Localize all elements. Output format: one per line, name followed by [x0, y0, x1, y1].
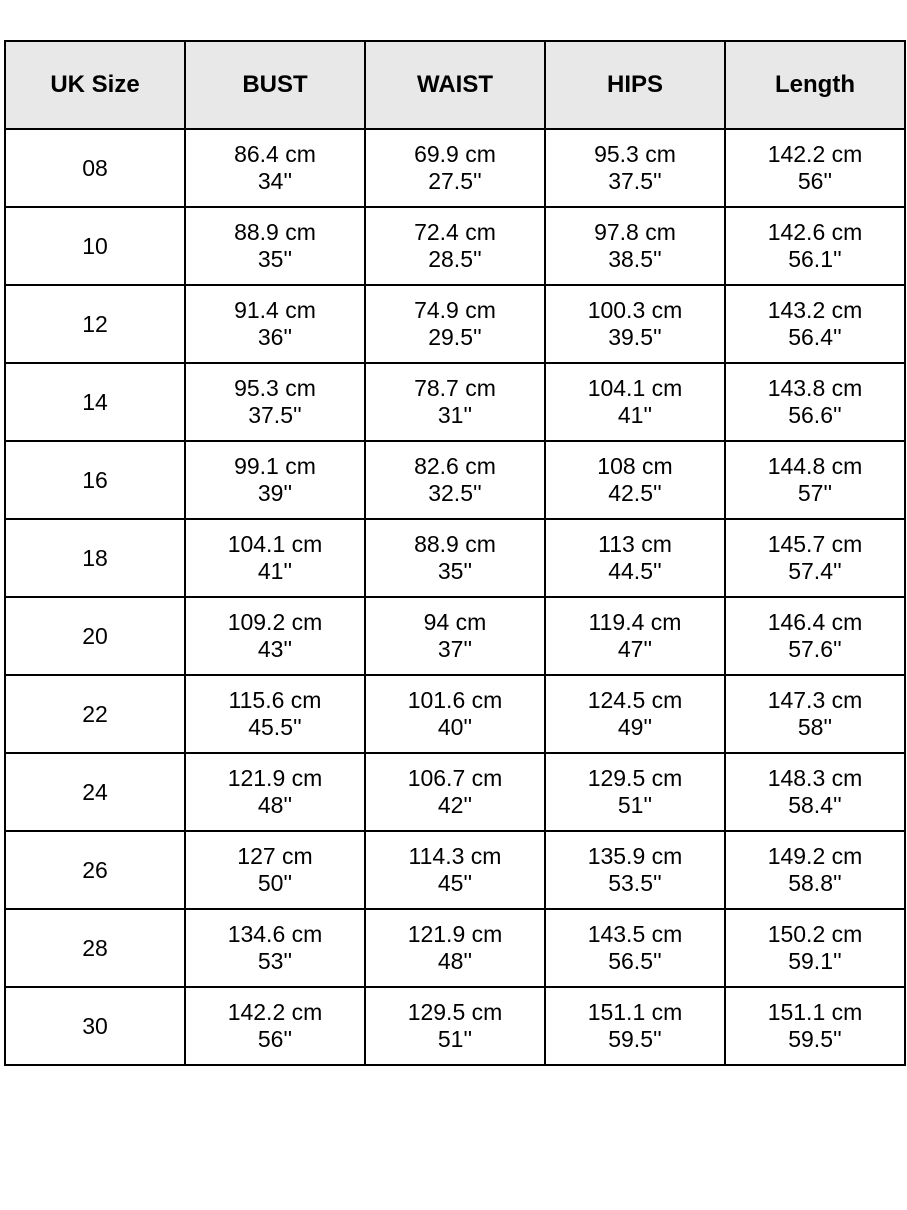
uk-size-cell: 14	[5, 363, 185, 441]
hips-cm-value: 129.5 cm	[587, 765, 683, 791]
hips-cell	[545, 207, 725, 285]
uk-size-cell: 10	[5, 207, 185, 285]
hips-inch-value: 49''	[617, 714, 653, 740]
hips-cm-value: 113 cm	[598, 531, 672, 557]
hips-cm-value: 95.3 cm	[594, 141, 676, 167]
bust-cm-value: 91.4 cm	[234, 297, 316, 323]
hips-cm-value: 119.4 cm	[588, 609, 682, 635]
length-cell	[725, 207, 905, 285]
bust-cm-value: 127 cm	[237, 843, 313, 869]
bust-cm-value: 115.6 cm	[228, 687, 322, 713]
bust-inch-value: 50''	[257, 870, 293, 896]
hips-cell	[545, 441, 725, 519]
length-inch-value: 56.1''	[788, 246, 842, 272]
bust-cm-value: 134.6 cm	[227, 921, 323, 947]
length-cell	[725, 129, 905, 207]
table-row	[5, 831, 905, 909]
hips-inch-value: 51''	[617, 792, 653, 818]
hips-inch-value: 39.5''	[608, 324, 662, 350]
waist-cm-value: 74.9 cm	[414, 297, 496, 323]
uk-size-cell: 16	[5, 441, 185, 519]
length-cm-value: 142.2 cm	[767, 141, 863, 167]
bust-cm-value: 109.2 cm	[227, 609, 323, 635]
hips-cm-value: 97.8 cm	[594, 219, 676, 245]
size-chart-table	[4, 40, 906, 1066]
hips-cell	[545, 597, 725, 675]
bust-inch-value: 36''	[257, 324, 293, 350]
header-uk-size: UK Size	[5, 41, 185, 129]
waist-cell	[365, 675, 545, 753]
hips-inch-value: 47''	[617, 636, 653, 662]
hips-cell	[545, 753, 725, 831]
uk-size-cell: 08	[5, 129, 185, 207]
bust-cm-value: 121.9 cm	[227, 765, 323, 791]
hips-inch-value: 56.5''	[608, 948, 662, 974]
length-cm-value: 149.2 cm	[767, 843, 863, 869]
table-header	[5, 41, 905, 129]
hips-cell	[545, 285, 725, 363]
length-cm-value: 144.8 cm	[767, 453, 863, 479]
hips-cm-value: 124.5 cm	[587, 687, 683, 713]
bust-inch-value: 43''	[257, 636, 293, 662]
length-cm-value: 150.2 cm	[767, 921, 863, 947]
bust-inch-value: 34''	[257, 168, 293, 194]
bust-inch-value: 45.5''	[248, 714, 302, 740]
waist-cm-value: 121.9 cm	[407, 921, 503, 947]
bust-cm-value: 95.3 cm	[234, 375, 316, 401]
waist-cell	[365, 597, 545, 675]
hips-cm-value: 108 cm	[597, 453, 673, 479]
table-row	[5, 675, 905, 753]
waist-cm-value: 72.4 cm	[414, 219, 496, 245]
header-waist: WAIST	[365, 41, 545, 129]
length-cell	[725, 675, 905, 753]
hips-cell	[545, 363, 725, 441]
bust-inch-value: 41''	[257, 558, 293, 584]
length-cm-value: 145.7 cm	[767, 531, 863, 557]
table-row	[5, 597, 905, 675]
table-row	[5, 285, 905, 363]
table-row	[5, 753, 905, 831]
waist-inch-value: 42''	[437, 792, 473, 818]
hips-cell	[545, 129, 725, 207]
length-cm-value: 143.2 cm	[767, 297, 863, 323]
uk-size-cell: 30	[5, 987, 185, 1065]
waist-inch-value: 29.5''	[428, 324, 482, 350]
table-row	[5, 363, 905, 441]
length-inch-value: 57.6''	[788, 636, 842, 662]
length-cell	[725, 597, 905, 675]
hips-cm-value: 151.1 cm	[587, 999, 683, 1025]
table-body	[5, 129, 905, 1065]
bust-cell	[185, 363, 365, 441]
length-cell	[725, 987, 905, 1065]
length-inch-value: 57.4''	[788, 558, 842, 584]
hips-inch-value: 38.5''	[608, 246, 662, 272]
uk-size-cell: 26	[5, 831, 185, 909]
uk-size-cell: 20	[5, 597, 185, 675]
bust-cell	[185, 909, 365, 987]
waist-cell	[365, 909, 545, 987]
uk-size-cell: 28	[5, 909, 185, 987]
table-row	[5, 909, 905, 987]
bust-cell	[185, 285, 365, 363]
hips-cm-value: 104.1 cm	[587, 375, 683, 401]
waist-cm-value: 88.9 cm	[414, 531, 496, 557]
length-inch-value: 59.1''	[788, 948, 842, 974]
bust-cm-value: 86.4 cm	[234, 141, 316, 167]
bust-inch-value: 48''	[257, 792, 293, 818]
length-cell	[725, 753, 905, 831]
length-inch-value: 56.6''	[788, 402, 842, 428]
waist-inch-value: 51''	[437, 1026, 473, 1052]
waist-cm-value: 69.9 cm	[414, 141, 496, 167]
waist-cm-value: 114.3 cm	[408, 843, 502, 869]
length-inch-value: 59.5''	[788, 1026, 842, 1052]
length-cm-value: 142.6 cm	[767, 219, 863, 245]
hips-cell	[545, 519, 725, 597]
length-inch-value: 56''	[797, 168, 833, 194]
waist-cell	[365, 441, 545, 519]
waist-cell	[365, 285, 545, 363]
bust-inch-value: 39''	[257, 480, 293, 506]
length-cm-value: 147.3 cm	[767, 687, 863, 713]
hips-inch-value: 44.5''	[608, 558, 662, 584]
length-cm-value: 148.3 cm	[767, 765, 863, 791]
waist-cm-value: 94 cm	[423, 609, 487, 635]
length-inch-value: 58''	[797, 714, 833, 740]
table-row	[5, 987, 905, 1065]
waist-cm-value: 129.5 cm	[407, 999, 503, 1025]
waist-inch-value: 31''	[437, 402, 473, 428]
length-cell	[725, 363, 905, 441]
waist-inch-value: 48''	[437, 948, 473, 974]
bust-cm-value: 104.1 cm	[227, 531, 323, 557]
hips-inch-value: 42.5''	[608, 480, 662, 506]
waist-cm-value: 101.6 cm	[407, 687, 503, 713]
bust-inch-value: 35''	[257, 246, 293, 272]
table-row	[5, 519, 905, 597]
waist-inch-value: 32.5''	[428, 480, 482, 506]
bust-cell	[185, 519, 365, 597]
bust-cell	[185, 129, 365, 207]
header-bust: BUST	[185, 41, 365, 129]
uk-size-cell: 24	[5, 753, 185, 831]
header-hips: HIPS	[545, 41, 725, 129]
waist-cell	[365, 753, 545, 831]
header-length: Length	[725, 41, 905, 129]
length-cm-value: 146.4 cm	[767, 609, 863, 635]
hips-cell	[545, 909, 725, 987]
header-row	[5, 41, 905, 129]
length-inch-value: 57''	[797, 480, 833, 506]
uk-size-cell: 12	[5, 285, 185, 363]
length-cell	[725, 441, 905, 519]
bust-cell	[185, 753, 365, 831]
length-cell	[725, 909, 905, 987]
length-cm-value: 143.8 cm	[767, 375, 863, 401]
hips-inch-value: 53.5''	[608, 870, 662, 896]
hips-inch-value: 59.5''	[608, 1026, 662, 1052]
uk-size-cell: 22	[5, 675, 185, 753]
bust-cell	[185, 675, 365, 753]
hips-inch-value: 37.5''	[608, 168, 662, 194]
bust-cell	[185, 207, 365, 285]
waist-cm-value: 82.6 cm	[414, 453, 496, 479]
waist-inch-value: 28.5''	[428, 246, 482, 272]
waist-cell	[365, 987, 545, 1065]
bust-cell	[185, 987, 365, 1065]
waist-inch-value: 35''	[437, 558, 473, 584]
bust-cell	[185, 597, 365, 675]
length-inch-value: 56.4''	[788, 324, 842, 350]
waist-inch-value: 40''	[437, 714, 473, 740]
hips-cm-value: 135.9 cm	[587, 843, 683, 869]
waist-inch-value: 27.5''	[428, 168, 482, 194]
hips-cm-value: 143.5 cm	[587, 921, 683, 947]
table-row	[5, 129, 905, 207]
length-cell	[725, 519, 905, 597]
bust-cell	[185, 831, 365, 909]
waist-cm-value: 78.7 cm	[414, 375, 496, 401]
bust-inch-value: 56''	[257, 1026, 293, 1052]
length-inch-value: 58.4''	[788, 792, 842, 818]
bust-cm-value: 88.9 cm	[234, 219, 316, 245]
hips-cell	[545, 987, 725, 1065]
waist-cell	[365, 363, 545, 441]
hips-inch-value: 41''	[617, 402, 653, 428]
bust-inch-value: 37.5''	[248, 402, 302, 428]
waist-cell	[365, 519, 545, 597]
bust-cm-value: 142.2 cm	[227, 999, 323, 1025]
bust-cm-value: 99.1 cm	[234, 453, 316, 479]
length-cell	[725, 831, 905, 909]
bust-cell	[185, 441, 365, 519]
bust-inch-value: 53''	[257, 948, 293, 974]
hips-cm-value: 100.3 cm	[587, 297, 683, 323]
table-row	[5, 207, 905, 285]
waist-cell	[365, 207, 545, 285]
table-row	[5, 441, 905, 519]
waist-inch-value: 45''	[437, 870, 473, 896]
waist-inch-value: 37''	[437, 636, 473, 662]
length-cell	[725, 285, 905, 363]
hips-cell	[545, 831, 725, 909]
waist-cm-value: 106.7 cm	[407, 765, 503, 791]
hips-cell	[545, 675, 725, 753]
uk-size-cell: 18	[5, 519, 185, 597]
length-cm-value: 151.1 cm	[767, 999, 863, 1025]
length-inch-value: 58.8''	[788, 870, 842, 896]
waist-cell	[365, 831, 545, 909]
waist-cell	[365, 129, 545, 207]
